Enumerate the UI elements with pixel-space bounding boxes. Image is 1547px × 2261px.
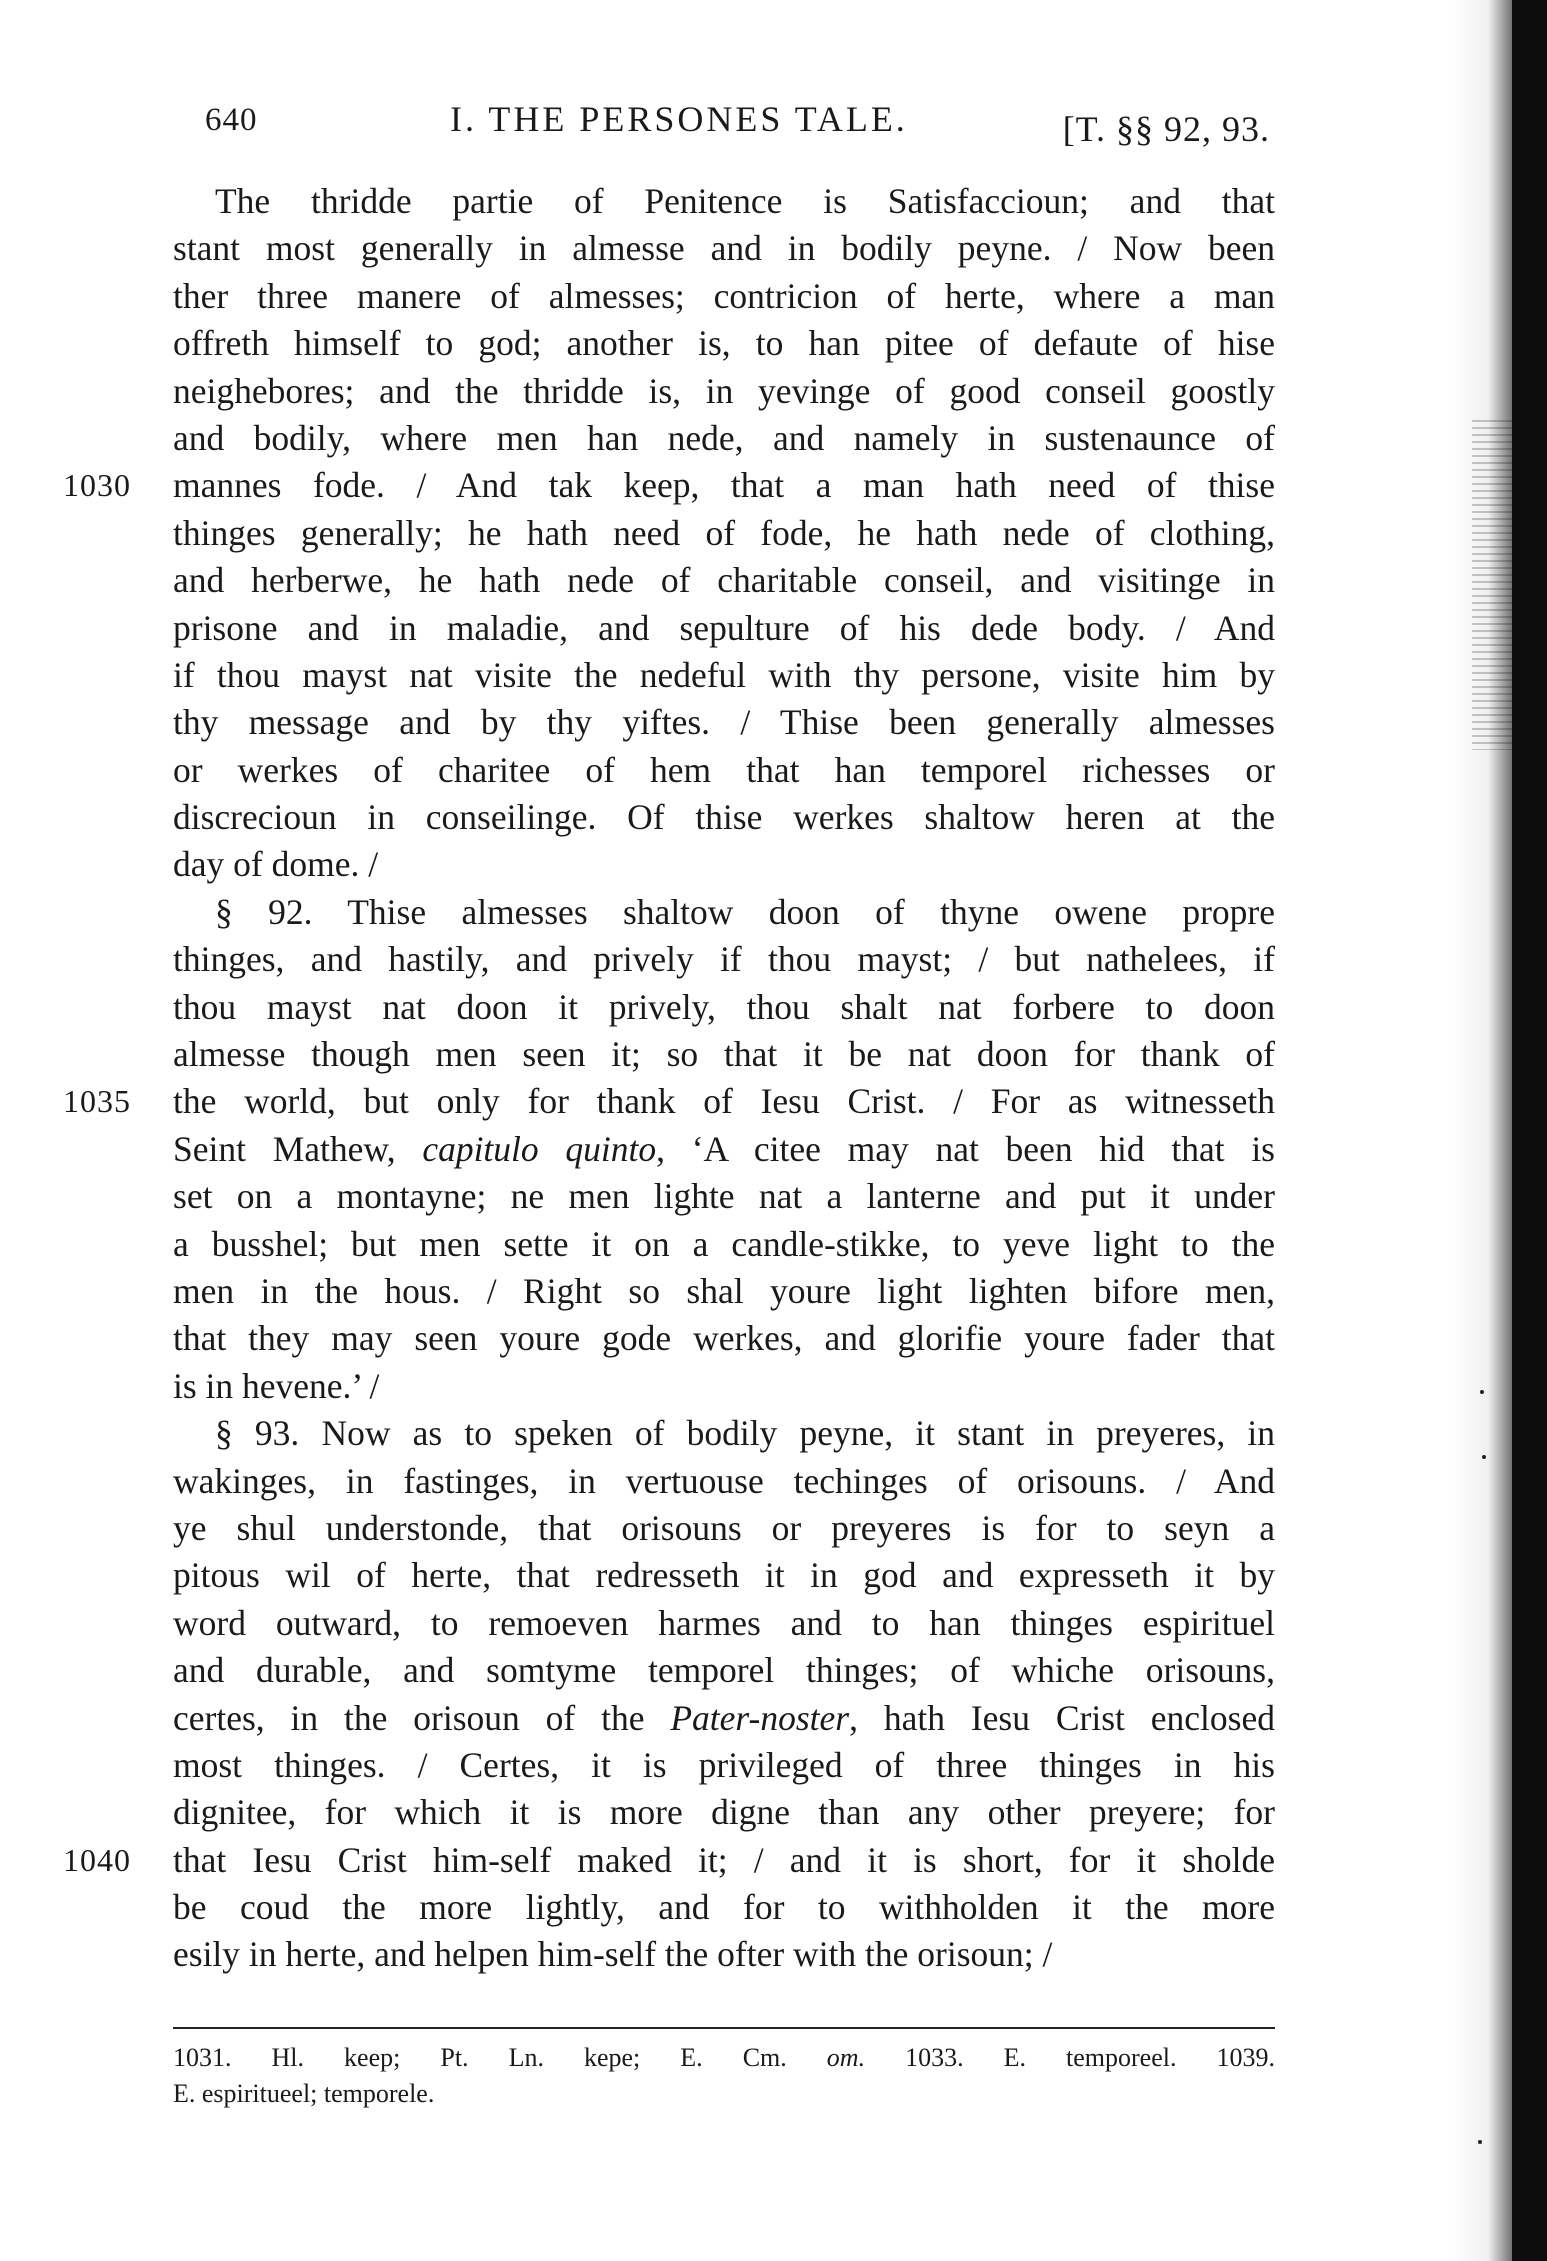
line-text: or werkes of charitee of hem that han temporel richesses or (173, 749, 1275, 790)
footnote-line (173, 2076, 1275, 2112)
line-text: most thinges. / Certes, it is privileged of three thinges in his (173, 1744, 1275, 1785)
text-line (173, 225, 1275, 272)
text-line (173, 984, 1275, 1031)
footnote-rule (173, 2027, 1275, 2029)
line-text: Seint Mathew, capitulo quinto, ‘A citee may nat been hid that is (173, 1128, 1275, 1169)
footnote-text: E. espiritueel; temporele. (173, 2079, 435, 2108)
text-line (173, 1173, 1275, 1220)
line-text: dignitee, for which it is more digne than any other preyere; for (173, 1792, 1275, 1833)
text-line (173, 415, 1275, 462)
line-text: be coud the more lightly, and for to withholden it the more (173, 1887, 1275, 1928)
text-line (173, 1458, 1275, 1505)
text-line (173, 747, 1275, 794)
text-line (173, 936, 1275, 983)
page-header (205, 98, 1270, 148)
text-line (173, 841, 1275, 888)
text-line (173, 273, 1275, 320)
edge-dot (1482, 1455, 1486, 1459)
line-text: that they may seen youre gode werkes, and glorifie youre fader that (173, 1318, 1275, 1359)
line-text: certes, in the orisoun of the Pater-noster, hath Iesu Crist enclosed (173, 1697, 1275, 1738)
text-line (173, 320, 1275, 367)
page-number: 640 (205, 102, 258, 138)
text-line (173, 368, 1275, 415)
line-text: ther three manere of almesses; contricion of herte, where a man (173, 275, 1275, 316)
scan-binding-edge (1452, 0, 1547, 2261)
text-line (173, 557, 1275, 604)
text-line (173, 1363, 1275, 1410)
text-line (173, 510, 1275, 557)
text-line (173, 652, 1275, 699)
text-line (173, 1931, 1275, 1978)
text-line (63, 1078, 1275, 1125)
text-line (173, 1600, 1275, 1647)
text-line (173, 605, 1275, 652)
line-text: mannes fode. / And tak keep, that a man hath need of thise (173, 465, 1275, 506)
italic-phrase: Pater-noster (670, 1697, 850, 1738)
text-line (63, 462, 1275, 509)
line-text: stant most generally in almesse and in bodily peyne. / Now been (173, 228, 1275, 269)
line-number: 1040 (63, 1841, 131, 1878)
section-reference: [T. §§ 92, 93. (1062, 109, 1270, 149)
running-title: I. THE PERSONES TALE. (450, 99, 908, 139)
text-line (173, 1552, 1275, 1599)
italic-phrase: om. (826, 2043, 866, 2072)
line-text: that Iesu Crist him-self maked it; / and it is short, for it sholde (173, 1839, 1275, 1880)
text-line (173, 699, 1275, 746)
text-line (173, 794, 1275, 841)
text-line (173, 1742, 1275, 1789)
italic-phrase: capitulo quinto (422, 1128, 657, 1169)
line-text: the world, but only for thank of Iesu Crist. / For as witnesseth (173, 1081, 1275, 1122)
footnote-text: 1031. Hl. keep; Pt. Ln. kepe; E. Cm. om. 1033. E. temporeel. 1039. (173, 2043, 1275, 2072)
line-text: almesse though men seen it; so that it be nat doon for thank of (173, 1034, 1275, 1075)
line-text: thou mayst nat doon it prively, thou shalt nat forbere to doon (173, 986, 1275, 1027)
text-line (173, 1221, 1275, 1268)
edge-shadow (1452, 0, 1512, 2261)
line-text: and durable, and somtyme temporel thinges; of whiche orisouns, (173, 1650, 1275, 1691)
line-text: § 92. Thise almesses shaltow doon of thyne owene propre (215, 891, 1275, 932)
edge-dark-band (1512, 0, 1547, 2261)
edge-speckle (1472, 420, 1512, 750)
text-line (173, 1884, 1275, 1931)
line-text: wakinges, in fastinges, in vertuouse techinges of orisouns. / And (173, 1460, 1275, 1501)
line-text: esily in herte, and helpen him-self the ofter with the orisoun; / (173, 1934, 1053, 1975)
text-line (173, 1505, 1275, 1552)
line-text: is in hevene.’ / (173, 1365, 380, 1406)
line-text: prisone and in maladie, and sepulture of his dede body. / And (173, 607, 1275, 648)
line-text: a busshel; but men sette it on a candle-stikke, to yeve light to the (173, 1223, 1275, 1264)
text-line (173, 1268, 1275, 1315)
text-line (173, 178, 1275, 225)
line-text: if thou mayst nat visite the nedeful with thy persone, visite him by (173, 654, 1275, 695)
text-line (173, 1789, 1275, 1836)
edge-dot (1480, 1390, 1484, 1394)
text-line (173, 1647, 1275, 1694)
line-text: day of dome. / (173, 844, 379, 885)
text-line (173, 1126, 1275, 1173)
line-number: 1030 (63, 467, 131, 504)
line-text: thy message and by thy yiftes. / Thise been generally almesses (173, 702, 1275, 743)
edge-dot (1478, 2140, 1482, 2144)
text-line (173, 1695, 1275, 1742)
line-text: thinges, and hastily, and prively if thou mayst; / but nathelees, if (173, 939, 1275, 980)
footnote-line (173, 2040, 1275, 2076)
text-line (173, 1410, 1275, 1457)
line-text: word outward, to remoeven harmes and to han thinges espirituel (173, 1602, 1275, 1643)
footnotes (173, 2040, 1275, 2112)
line-number: 1035 (63, 1083, 131, 1120)
line-text: and bodily, where men han nede, and namely in sustenaunce of (173, 417, 1275, 458)
text-line (173, 1031, 1275, 1078)
text-line (173, 889, 1275, 936)
line-text: and herberwe, he hath nede of charitable conseil, and visitinge in (173, 560, 1275, 601)
line-text: thinges generally; he hath need of fode, he hath nede of clothing, (173, 512, 1275, 553)
main-text (63, 178, 1275, 1979)
text-line (63, 1837, 1275, 1884)
line-text: offreth himself to god; another is, to han pitee of defaute of hise (173, 323, 1275, 364)
text-line (173, 1315, 1275, 1362)
line-text: men in the hous. / Right so shal youre light lighten bifore men, (173, 1270, 1275, 1311)
line-text: neighebores; and the thridde is, in yevinge of good conseil goostly (173, 370, 1275, 411)
line-text: ye shul understonde, that orisouns or preyeres is for to seyn a (173, 1507, 1275, 1548)
line-text: set on a montayne; ne men lighte nat a lanterne and put it under (173, 1176, 1275, 1217)
line-text: The thridde partie of Penitence is Satisfaccioun; and that (215, 181, 1275, 221)
line-text: pitous wil of herte, that redresseth it in god and expresseth it by (173, 1555, 1275, 1596)
line-text: discrecioun in conseilinge. Of thise werkes shaltow heren at the (173, 797, 1275, 838)
line-text: § 93. Now as to speken of bodily peyne, it stant in preyeres, in (215, 1413, 1275, 1454)
